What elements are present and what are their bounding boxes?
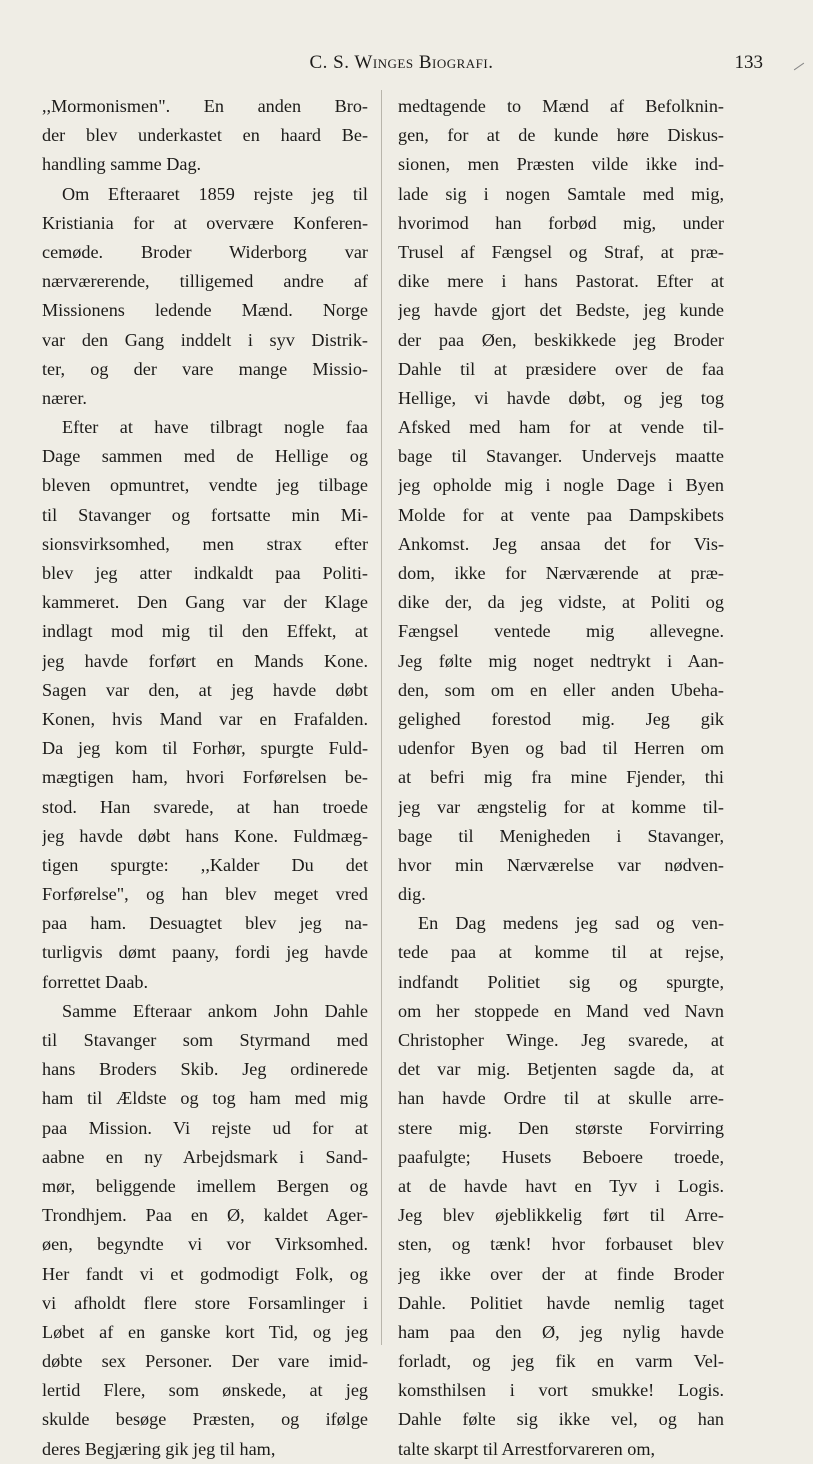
text-line: jeg opholde mig i nogle Dage i Byen [398,475,724,496]
text-line: Konen, hvis Mand var en Frafalden. [42,708,368,729]
text-line: dike mere i hans Pastorat. Efter at [398,271,724,292]
text-line: jeg havde forført en Mands Kone. [42,650,368,671]
text-line: Jeg følte mig noget nedtrykt i Aan- [398,650,724,671]
text-line: medtagende to Mænd af Befolknin- [398,96,724,116]
text-line: hans Broders Skib. Jeg ordinerede [42,1059,368,1080]
text-line: ,,Mormonismen". En anden Bro- [42,96,368,116]
text-line: jeg havde gjort det Bedste, jeg kunde [398,300,724,321]
text-line: indlagt mod mig til den Effekt, at [42,621,368,642]
text-line: Samme Efteraar ankom John Dahle [62,1000,368,1021]
text-line: Christopher Winge. Jeg svarede, at [398,1030,724,1050]
text-line: forladt, og jeg fik en varm Vel- [398,1351,724,1372]
text-line: Dahle. Politiet havde nemlig taget [398,1292,724,1313]
text-line: Trusel af Fængsel og Straf, at præ- [398,241,724,262]
text-line: blev jeg atter indkaldt paa Politi- [42,563,368,583]
text-line: skulde besøge Præsten, og ifølge [42,1409,368,1430]
text-line: ham paa den Ø, jeg nylig havde [398,1321,724,1342]
text-line: han havde Ordre til at skulle arre- [398,1088,724,1109]
text-line: til Stavanger og fortsatte min Mi- [42,504,368,525]
text-line: talte skarpt til Arrestforvareren om, [398,1438,656,1459]
page-header [40,52,763,82]
text-line: dig. [398,884,426,905]
text-line: Fængsel ventede mig allevegne. [398,621,724,642]
text-line: den, som om en eller anden Ubeha- [398,679,724,700]
text-line: tigen spurgte: ,,Kalder Du det [42,854,368,875]
text-line: ham til Ældste og tog ham med mig [42,1088,368,1109]
text-line: var den Gang inddelt i syv Distrik- [42,329,368,350]
text-line: jeg var ængstelig for at komme til- [398,796,724,817]
text-line: dike der, da jeg vidste, at Politi og [398,592,724,613]
text-line: Løbet af en ganske kort Tid, og jeg [42,1321,368,1342]
text-line: ter, og der vare mange Missio- [42,358,368,379]
text-line: forrettet Daab. [42,971,149,992]
column-rule [381,90,382,1345]
text-line: at befri mig fra mine Fjender, thi [398,767,724,788]
text-line: mægtigen ham, hvori Forførelsen be- [42,767,368,788]
text-line: Om Efteraaret 1859 rejste jeg til [62,183,368,204]
text-line: kammeret. Den Gang var der Klage [42,592,368,613]
text-line: cemøde. Broder Widerborg var [42,241,368,262]
right-text-column [398,92,724,1464]
text-line: det var mig. Betjenten sagde da, at [398,1059,724,1080]
text-line: aabne en ny Arbejdsmark i Sand- [42,1146,368,1167]
text-line: Forførelse", og han blev meget vred [42,884,368,905]
text-line: komsthilsen i vort smukke! Logis. [398,1380,724,1401]
text-line: Her fandt vi et godmodigt Folk, og [42,1263,368,1284]
text-line: vi afholdt flere store Forsamlinger i [42,1292,368,1313]
text-line: handling samme Dag. [42,154,202,175]
text-line: turligvis dømt paany, fordi jeg havde [42,942,368,963]
text-line: En Dag medens jeg sad og ven- [418,913,724,934]
text-line: døbte sex Personer. Der vare imid- [42,1351,368,1372]
text-line: Jeg blev øjeblikkelig ført til Arre- [398,1205,724,1226]
text-line: Missionens ledende Mænd. Norge [42,300,368,321]
text-line: Dage sammen med de Hellige og [42,446,368,467]
text-line: hvorimod han forbød mig, under [398,212,724,233]
text-line: Ankomst. Jeg ansaa det for Vis- [398,533,724,554]
text-line: der paa Øen, beskikkede jeg Broder [398,329,724,350]
left-text-column [42,92,368,1464]
text-line: tede paa at komme til at rejse, [398,942,724,963]
text-line: nærværerende, tilligemed andre af [42,271,368,292]
text-line: Da jeg kom til Forhør, spurgte Fuld- [42,738,368,759]
text-line: gen, for at de kunde høre Diskus- [398,125,724,146]
text-line: gelighed forestod mig. Jeg gik [398,708,724,729]
text-line: hvor min Nærværelse var nødven- [398,854,724,875]
text-line: jeg havde døbt hans Kone. Fuldmæg- [42,825,368,846]
text-line: Sagen var den, at jeg havde døbt [42,679,368,700]
text-line: bleven opmuntret, vendte jeg tilbage [42,475,368,496]
page-number: 133 [734,52,763,73]
text-line: sionsvirksomhed, men strax efter [42,533,368,554]
text-line: øen, begyndte vi vor Virksomhed. [42,1234,368,1255]
text-line: paa Mission. Vi rejste ud for at [42,1117,368,1138]
text-line: Hellige, vi havde døbt, og jeg tog [398,387,724,408]
text-line: Efter at have tilbragt nogle faa [62,417,368,438]
text-line: deres Begjæring gik jeg til ham, [42,1438,276,1459]
text-line: sten, og tænk! hvor forbauset blev [398,1234,724,1255]
text-line: dom, ikke for Nærværende at præ- [398,563,724,583]
text-line: bage til Stavanger. Undervejs maatte [398,446,724,467]
text-line: sionen, men Præsten vilde ikke ind- [398,154,724,175]
text-line: Trondhjem. Paa en Ø, kaldet Ager- [42,1205,368,1226]
text-line: bage til Menigheden i Stavanger, [398,825,724,846]
text-line: udenfor Byen og bad til Herren om [398,738,724,759]
text-line: jeg ikke over der at finde Broder [398,1263,724,1284]
text-line: der blev underkastet en haard Be- [42,125,368,146]
text-line: mør, beliggende imellem Bergen og [42,1175,368,1196]
text-line: at de havde havt en Tyv i Logis. [398,1175,724,1196]
text-line: paa ham. Desuagtet blev jeg na- [42,913,368,934]
text-line: stere mig. Den største Forvirring [398,1117,724,1138]
text-line: Molde for at vente paa Dampskibets [398,504,724,525]
text-line: Afsked med ham for at vende til- [398,417,724,438]
text-line: nærer. [42,387,87,408]
text-line: Dahle følte sig ikke vel, og han [398,1409,724,1430]
margin-mark [794,63,804,71]
text-line: paafulgte; Husets Beboere troede, [398,1146,724,1167]
text-line: lertid Flere, som ønskede, at jeg [42,1380,368,1401]
text-line: om her stoppede en Mand ved Navn [398,1000,724,1021]
running-title: C. S. Winges Biografi. [309,52,494,73]
text-line: indfandt Politiet sig og spurgte, [398,971,724,992]
text-line: stod. Han svarede, at han troede [42,796,368,817]
text-line: lade sig i nogen Samtale med mig, [398,183,724,204]
text-line: Kristiania for at overvære Konferen- [42,212,368,233]
text-line: Dahle til at præsidere over de faa [398,358,724,379]
text-line: til Stavanger som Styrmand med [42,1030,368,1050]
